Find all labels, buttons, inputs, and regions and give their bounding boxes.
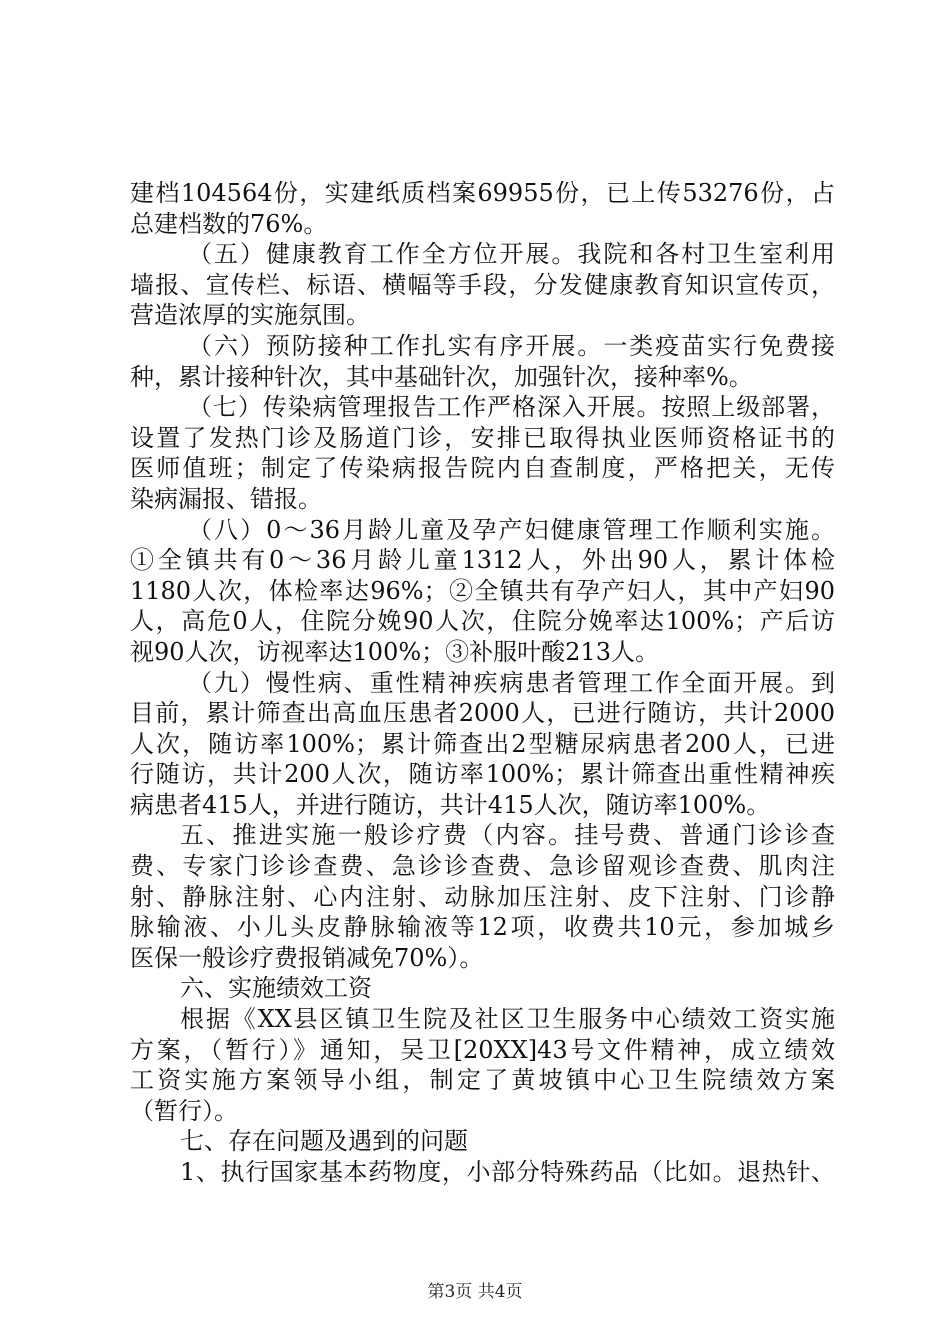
text-line: 视90人次，访视率达100%；③补服叶酸213人。	[130, 637, 659, 666]
section-heading: 七、存在问题及遇到的问题	[180, 1127, 468, 1156]
text-line: 种，累计接种针次，其中基础针次，加强针次，接种率%。	[130, 362, 753, 391]
text-line: （五）健康教育工作全方位开展。我院和各村卫生室利用	[188, 240, 835, 269]
text-line: （暂行）。	[130, 1096, 238, 1125]
text-line: 设置了发热门诊及肠道门诊，安排已取得执业医师资格证书的	[130, 423, 835, 452]
text-line: 墙报、宣传栏、标语、横幅等手段，分发健康教育知识宣传页，	[130, 270, 835, 299]
text-line: 营造浓厚的实施氛围。	[130, 301, 370, 330]
text-line: 总建档数的76%。	[130, 209, 328, 238]
text-line: 医保一般诊疗费报销减免70%）。	[130, 943, 484, 972]
text-line: ①全镇共有0～36月龄儿童1312人，外出90人，累计体检	[130, 546, 835, 575]
text-line: 费、专家门诊诊查费、急诊诊查费、急诊留观诊查费、肌肉注	[130, 852, 835, 881]
text-line: 1180人次，体检率达96%；②全镇共有孕产妇人，其中产妇90	[130, 576, 835, 605]
text-line: 五、推进实施一般诊疗费（内容。挂号费、普通门诊诊查	[180, 821, 835, 850]
document-body	[130, 178, 835, 1188]
text-line: 染病漏报、错报。	[130, 484, 322, 513]
text-line: 1、执行国家基本药物度，小部分特殊药品（比如。退热针、	[180, 1158, 835, 1186]
page-footer: 第3页 共4页	[427, 1282, 523, 1302]
text-line: 人次，随访率100%；累计筛查出2型糖尿病患者200人，已进	[130, 729, 835, 758]
text-line: （七）传染病管理报告工作严格深入开展。按照上级部署，	[188, 393, 835, 422]
text-line: 人，高危0人，住院分娩90人次，住院分娩率达100%；产后访	[130, 607, 835, 636]
text-line: （九）慢性病、重性精神疾病患者管理工作全面开展。到	[188, 668, 835, 697]
text-line: 行随访，共计200人次，随访率100%；累计筛查出重性精神疾	[130, 760, 835, 789]
text-line: 方案，（暂行）》通知，吴卫[20XX]43号文件精神，成立绩效	[130, 1035, 835, 1064]
text-line: 根据《XX县区镇卫生院及社区卫生服务中心绩效工资实施	[180, 1005, 835, 1034]
text-line: 脉输液、小儿头皮静脉输液等12项，收费共10元，参加城乡	[130, 913, 835, 942]
text-line: 目前，累计筛查出高血压患者2000人，已进行随访，共计2000	[130, 699, 835, 728]
text-line: 射、静脉注射、心内注射、动脉加压注射、皮下注射、门诊静	[130, 882, 835, 911]
text-line: 工资实施方案领导小组，制定了黄坡镇中心卫生院绩效方案	[130, 1066, 835, 1095]
text-line: （六）预防接种工作扎实有序开展。一类疫苗实行免费接	[188, 331, 835, 360]
text-line: （八）0～36月龄儿童及孕产妇健康管理工作顺利实施。	[188, 515, 835, 544]
text-line: 医师值班；制定了传染病报告院内自查制度，严格把关，无传	[130, 454, 835, 483]
text-line: 病患者415人，并进行随访，共计415人次，随访率100%。	[130, 790, 771, 819]
section-heading: 六、实施绩效工资	[180, 974, 372, 1003]
text-line: 建档104564份，实建纸质档案69955份，已上传53276份，占	[130, 179, 835, 207]
